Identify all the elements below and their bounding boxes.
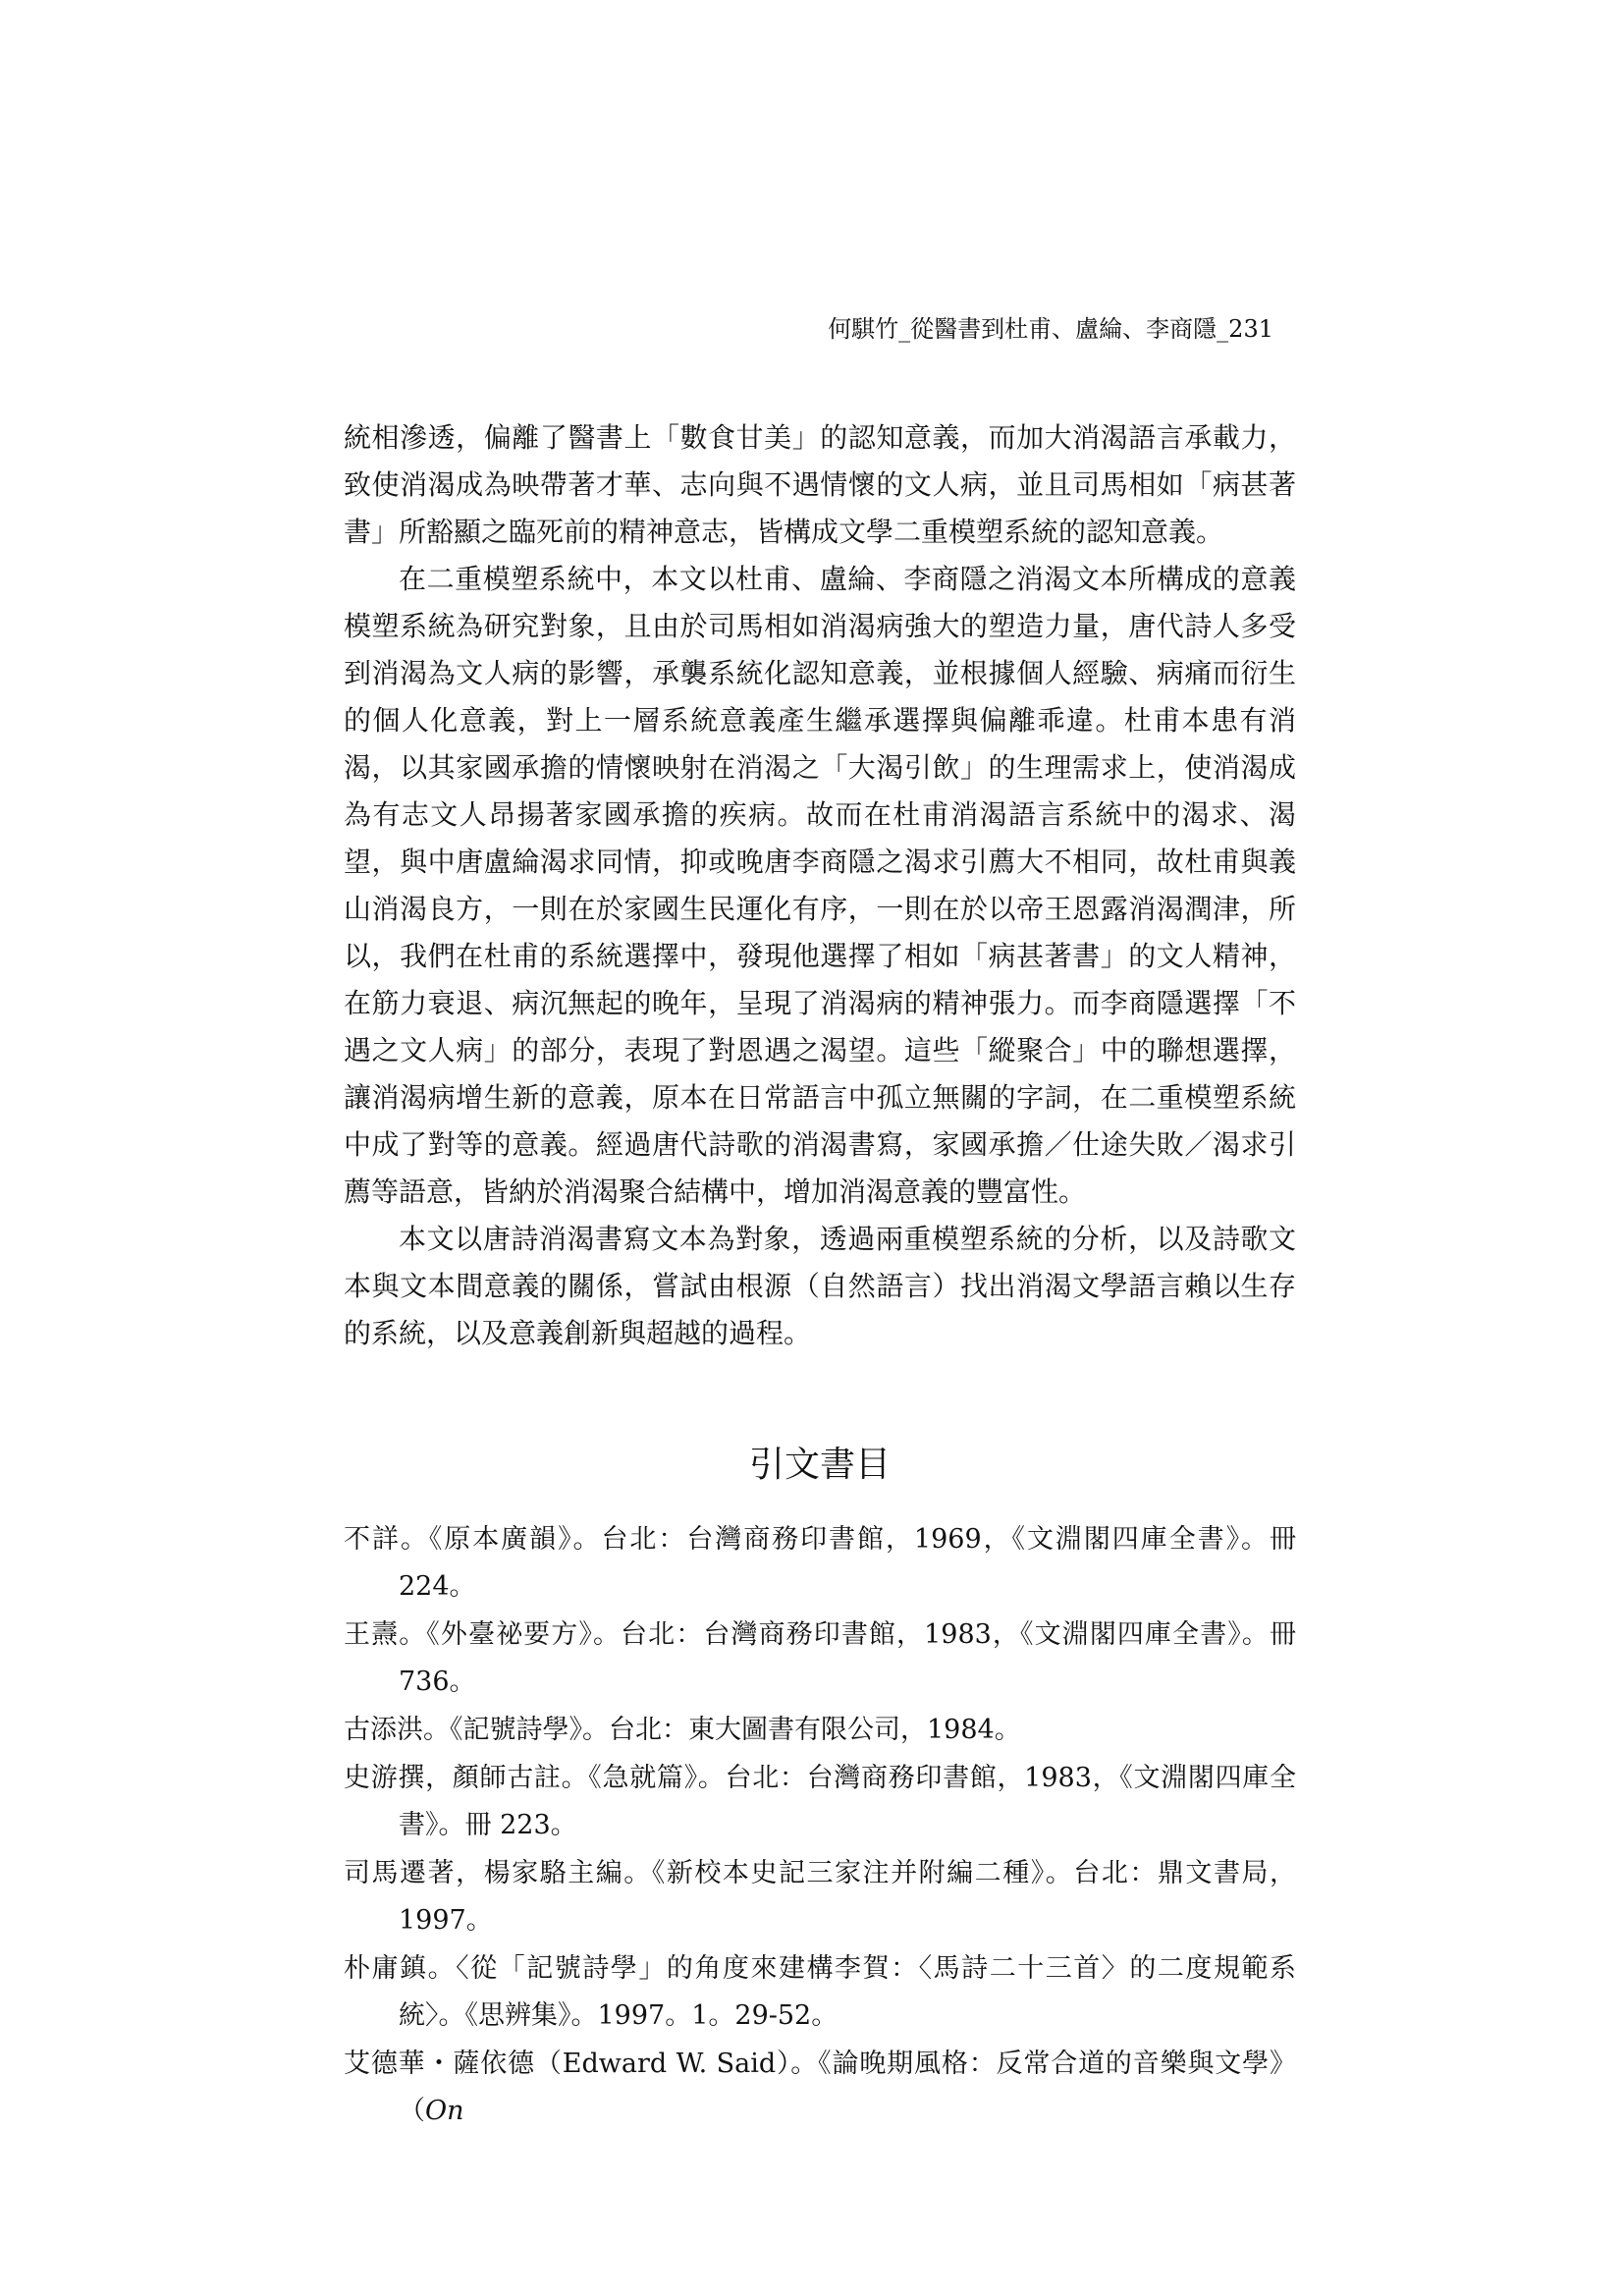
reference-entry xyxy=(344,2041,1296,2135)
running-head: 何騏竹_從醫書到杜甫、盧綸、李商隱_231 xyxy=(828,315,1273,343)
reference-entry: 不詳。《原本廣韻》。台北：台灣商務印書館，1969，《文淵閣四庫全書》。冊 224。 xyxy=(344,1524,1296,1602)
reference-entry: 古添洪。《記號詩學》。台北：東大圖書有限公司，1984。 xyxy=(344,1715,1021,1745)
paragraph: 統相滲透，偏離了醫書上「數食甘美」的認知意義，而加大消渴語言承載力，致使消渴成為映帶著才華、志向與不遇情懷的文人病，並且司馬相如「病甚著書」所豁顯之臨死前的精神意志，皆構成文學二重模塑系統的認知意義。 xyxy=(344,421,1296,548)
paragraph: 本文以唐詩消渴書寫文本為對象，透過兩重模塑系統的分析，以及詩歌文本與文本間意義的關係，嘗試由根源（自然語言）找出消渴文學語言賴以生存的系統，以及意義創新與超越的過程。 xyxy=(344,1223,1296,1349)
reference-entry: 司馬遷著，楊家駱主編。《新校本史記三家注并附編二種》。台北：鼎文書局，1997。 xyxy=(344,1858,1296,1936)
references-title: 引文書目 xyxy=(748,1445,891,1485)
reference-entry: 史游撰，顏師古註。《急就篇》。台北：台灣商務印書館，1983，《文淵閣四庫全書》。冊 223。 xyxy=(344,1763,1296,1840)
body-text xyxy=(344,414,1296,1357)
reference-text: 艾德華・薩依德（Edward W. Said）。《論晚期風格：反常合道的音樂與文學》（ xyxy=(344,2049,1296,2126)
reference-italic-title: On xyxy=(425,2096,464,2126)
reference-entry: 朴庸鎮。〈從「記號詩學」的角度來建構李賀：〈馬詩二十三首〉的二度規範系統〉。《思辨集》。1997。1。29-52。 xyxy=(344,1953,1296,2031)
references-list xyxy=(344,1516,1296,2136)
reference-entry: 王燾。《外臺祕要方》。台北：台灣商務印書館，1983，《文淵閣四庫全書》。冊 736。 xyxy=(344,1619,1296,1697)
paragraph: 在二重模塑系統中，本文以杜甫、盧綸、李商隱之消渴文本所構成的意義模塑系統為研究對象，且由於司馬相如消渴病強大的塑造力量，唐代詩人多受到消渴為文人病的影響，承襲系統化認知意義，並根據個人經驗、病痛而衍生的個人化意義，對上一層系統意義產生繼承選擇與偏離乖違。杜甫本患有消渴，以其家國承擔的情懷映射在消渴之「大渴引飲」的生理需求上，使消渴成為有志文人昂揚著家國承擔的疾病。故而在杜甫消渴語言系統中的渴求、渴望，與中唐盧綸渴求同情，抑或晚唐李商隱之渴求引薦大不相同，故杜甫與義山消渴良方，一則在於家國生民運化有序，一則在於以帝王恩露消渴潤津，所以，我們在杜甫的系統選擇中，發現他選擇了相如「病甚著書」的文人精神，在筋力衰退、病沉無起的晚年，呈現了消渴病的精神張力。而李商隱選擇「不遇之文人病」的部分，表現了對恩遇之渴望。這些「縱聚合」中的聯想選擇，讓消渴病增生新的意義，原本在日常語言中孤立無關的字詞，在二重模塑系統中成了對等的意義。經過唐代詩歌的消渴書寫，家國承擔／仕途失敗／渴求引薦等語意，皆納於消渴聚合結構中，增加消渴意義的豐富性。 xyxy=(344,563,1296,1208)
